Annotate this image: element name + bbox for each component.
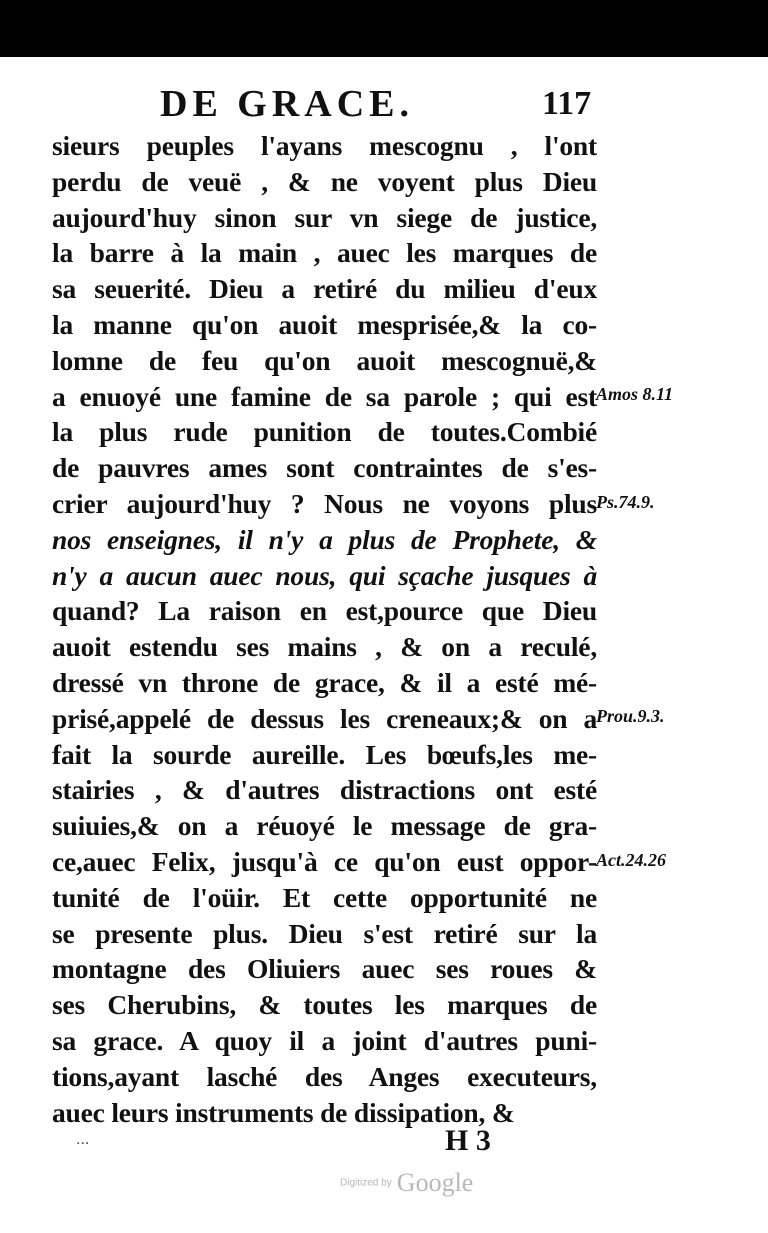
watermark-prefix: Digitized by xyxy=(340,1177,392,1189)
text-line: sa grace. A quoy il a joint d'autres puni- xyxy=(52,1024,597,1056)
text-line: aujourd'huy sinon sur vn siege de justice, xyxy=(52,201,597,233)
text-line: se presente plus. Dieu s'est retiré sur la xyxy=(52,917,597,949)
text-line: tunité de l'oüir. Et cette opportunité ne xyxy=(52,881,597,913)
text-line: la barre à la main , auec les marques de xyxy=(52,237,597,269)
margin-note: Act.24.26 xyxy=(596,850,666,870)
text-line: a enuoyé une famine de sa parole ; qui est xyxy=(52,380,597,412)
text-line: ce,auec Felix, jusqu'à ce qu'on eust oppor- xyxy=(52,845,597,877)
text-line: sa seuerité. Dieu a retiré du milieu d'eux xyxy=(52,273,597,305)
text-line: suiuies,& on a réuoyé le message de gra- xyxy=(52,810,597,842)
text-line: ses Cherubins, & toutes les marques de xyxy=(52,989,597,1021)
text-line: dressé vn throne de grace, & il a esté mé- xyxy=(52,666,597,698)
text-line: la manne qu'on auoit mesprisée,& la co- xyxy=(52,308,597,340)
text-line: auoit estendu ses mains , & on a reculé, xyxy=(52,631,597,663)
text-line: de pauvres ames sont contraintes de s'es- xyxy=(52,452,597,484)
text-line: tions,ayant lasché des Anges executeurs, xyxy=(52,1060,597,1092)
page-header xyxy=(160,82,600,126)
text-line: crier aujourd'huy ? Nous ne voyons plus xyxy=(52,487,597,519)
text-line: quand? La raison en est,pource que Dieu xyxy=(52,595,597,627)
text-line: stairies , & d'autres distractions ont esté xyxy=(52,774,597,806)
body-text xyxy=(52,128,597,1130)
google-logo: Google xyxy=(396,1168,474,1197)
margin-note: Prou.9.3. xyxy=(596,706,665,726)
signature-mark: H 3 xyxy=(445,1124,491,1157)
stray-mark: ... xyxy=(76,1132,90,1148)
page-footer xyxy=(0,1122,768,1162)
text-line: montagne des Oliuiers auec ses roues & xyxy=(52,953,597,985)
text-line: perdu de veuë , & ne voyent plus Dieu xyxy=(52,165,597,197)
text-line: sieurs peuples l'ayans mescognu , l'ont xyxy=(52,130,597,161)
scan-top-border xyxy=(0,0,768,57)
text-line: auec leurs instruments de dissipation, & xyxy=(52,1096,515,1128)
page-number: 117 xyxy=(542,85,592,122)
text-line: nos enseignes, il n'y a plus de Prophete, & xyxy=(52,523,597,555)
text-line: n'y a aucun auec nous, qui sçache jusques à xyxy=(52,559,597,591)
digitized-watermark xyxy=(340,1168,540,1202)
text-line: prisé,appelé de dessus les creneaux;& on a xyxy=(52,702,597,734)
margin-note: Ps.74.9. xyxy=(596,492,655,512)
text-line: la plus rude punition de toutes.Combié xyxy=(52,416,597,448)
text-line: fait la sourde aureille. Les bœufs,les me- xyxy=(52,738,597,770)
margin-note: Amos 8.11 xyxy=(596,384,674,404)
text-line: lomne de feu qu'on auoit mescognuë,& xyxy=(52,344,597,376)
running-title: DE GRACE. xyxy=(160,83,415,125)
